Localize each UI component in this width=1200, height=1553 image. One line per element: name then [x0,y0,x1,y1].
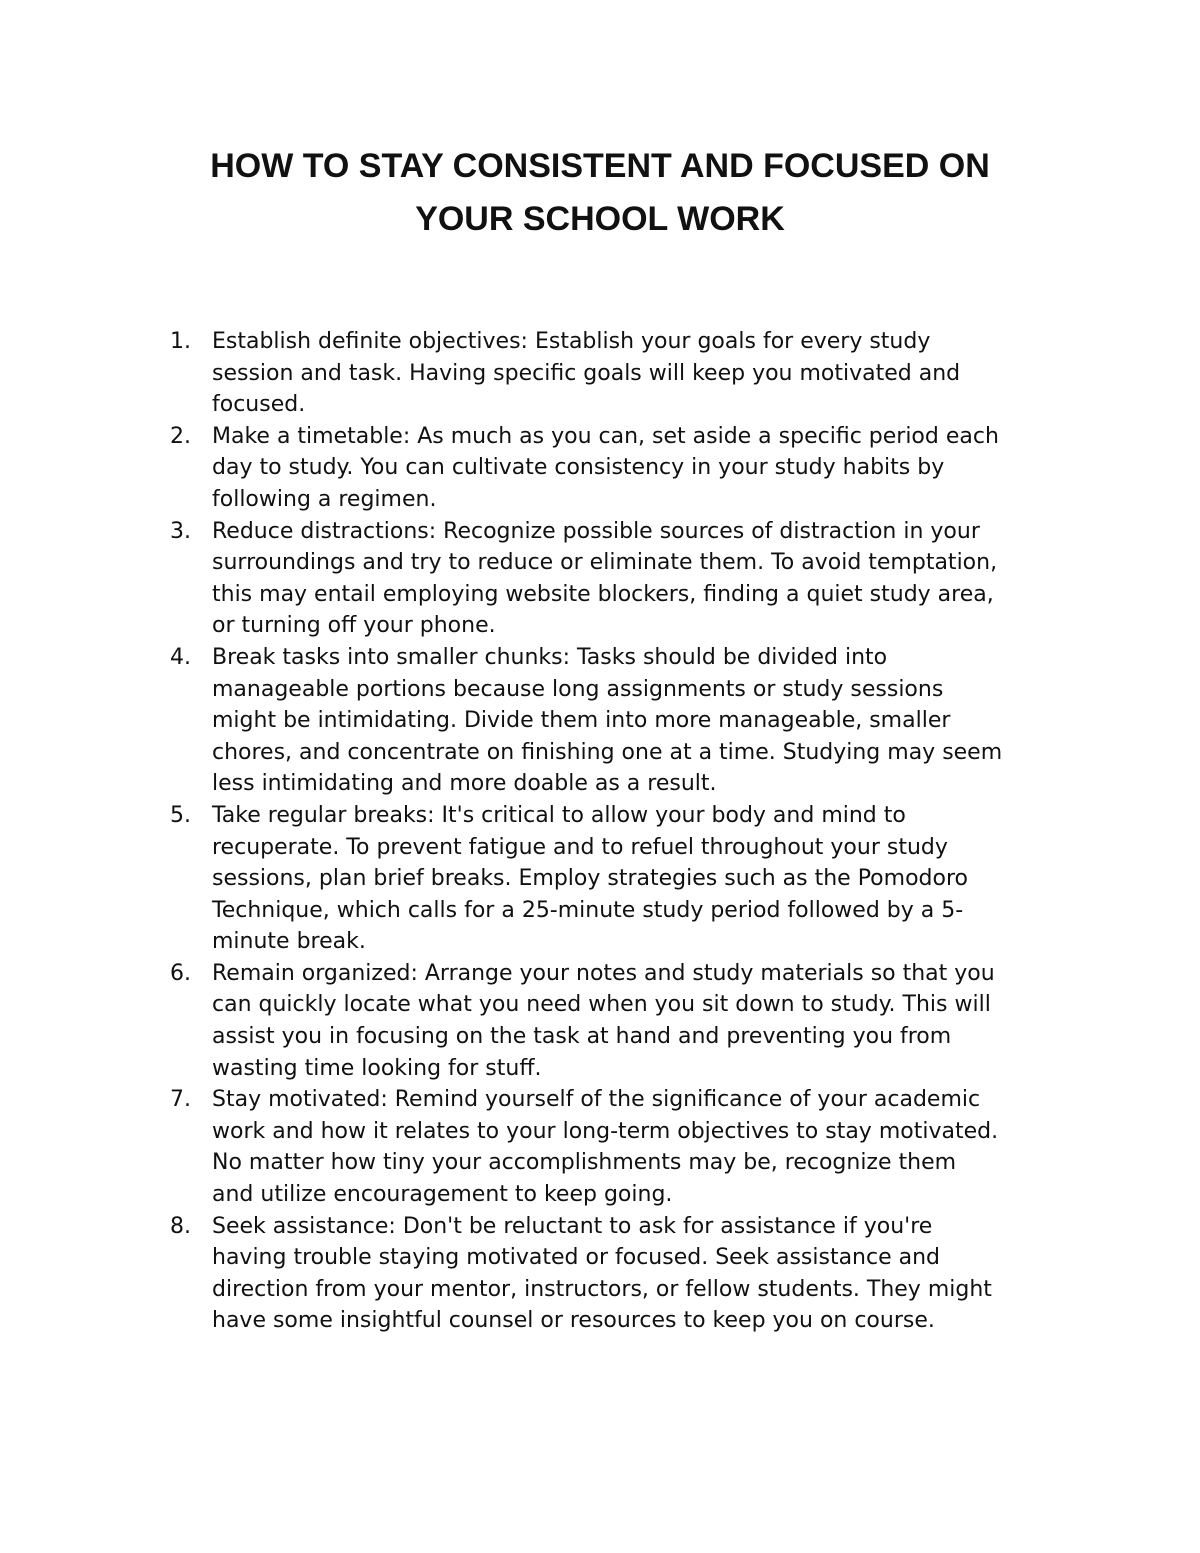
list-item-number: 3. [170,518,191,544]
list-item [170,642,1070,800]
document-title [100,140,1100,246]
tips-list [170,326,1070,1337]
text-line: minute break. [212,929,366,955]
text-line: having trouble staying motivated or focused. Seek assistance and [212,1245,941,1271]
text-line: Reduce distractions: Recognize possible sources of distraction in your [212,518,980,544]
text-line: Remain organized: Arrange your notes and study materials so that you [212,960,995,986]
text-line: work and how it relates to your long-term objectives to stay motivated. [212,1118,999,1144]
text-line: Technique, which calls for a 25-minute study period followed by a 5- [212,897,964,923]
list-item-text [212,800,1070,958]
list-item [170,800,1070,958]
text-line: No matter how tiny your accomplishments may be, recognize them [212,1150,957,1176]
list-item-number: 1. [170,329,191,354]
list-item-number: 4. [170,644,191,670]
text-line: this may entail employing website blockers, finding a quiet study area, [212,581,994,607]
list-item-text [212,1211,1070,1337]
list-item-number: 2. [170,423,191,449]
text-line: direction from your mentor, instructors, or fellow students. They might [212,1276,992,1302]
text-line: have some insightful counsel or resources to keep you on course. [212,1308,935,1334]
list-item-text [212,326,1070,421]
list-item [170,958,1070,1084]
text-line: day to study. You can cultivate consistency in your study habits by [212,455,945,481]
text-line: surroundings and try to reduce or eliminate them. To avoid temptation, [212,550,998,576]
text-line: or turning off your phone. [212,613,496,639]
text-line: Make a timetable: As much as you can, set aside a specific period each [212,423,999,449]
list-item-text [212,958,1070,1084]
list-item [170,1084,1070,1210]
text-line: and utilize encouragement to keep going. [212,1182,673,1208]
title-line: HOW TO STAY CONSISTENT AND FOCUSED ON [210,147,990,185]
text-line: Break tasks into smaller chunks: Tasks should be divided into [212,644,888,670]
list-item [170,1211,1070,1337]
text-line: recuperate. To prevent fatigue and to refuel throughout your study [212,834,948,860]
text-line: Take regular breaks: It's critical to allow your body and mind to [212,802,906,828]
list-item-text [212,421,1070,516]
text-line: Stay motivated: Remind yourself of the significance of your academic [212,1087,981,1113]
title-line: YOUR SCHOOL WORK [415,200,785,238]
list-item [170,516,1070,642]
list-item-number: 6. [170,960,191,986]
text-line: wasting time looking for stuff. [212,1055,542,1081]
list-item [170,326,1070,421]
list-item-text [212,1084,1070,1210]
text-line: might be intimidating. Divide them into more manageable, smaller [212,708,951,734]
list-item-number: 5. [170,802,191,828]
text-line: sessions, plan brief breaks. Employ strategies such as the Pomodoro [212,866,968,892]
text-line: chores, and concentrate on finishing one at a time. Studying may seem [212,739,1003,765]
text-line: Establish definite objectives: Establish your goals for every study [212,329,931,354]
text-line: can quickly locate what you need when you sit down to study. This will [212,992,991,1018]
list-item-number: 7. [170,1087,191,1113]
list-item-text [212,516,1070,642]
text-line: less intimidating and more doable as a result. [212,771,717,797]
list-item-number: 8. [170,1213,191,1239]
text-line: assist you in focusing on the task at hand and preventing you from [212,1024,952,1050]
text-line: Seek assistance: Don't be reluctant to ask for assistance if you're [212,1213,933,1239]
list-item [170,421,1070,516]
text-line: focused. [212,392,306,418]
text-line: manageable portions because long assignments or study sessions [212,676,944,702]
list-item-text [212,642,1070,800]
text-line: following a regimen. [212,486,437,512]
text-line: session and task. Having specific goals will keep you motivated and [212,360,961,386]
